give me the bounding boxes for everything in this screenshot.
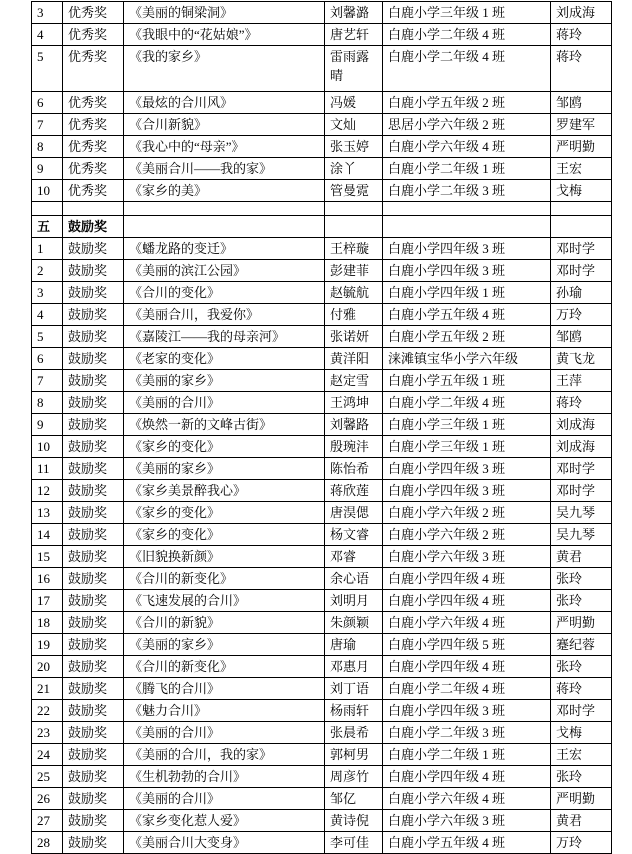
title-cell: 《焕然一新的文峰古街》 [124, 414, 325, 436]
award-cell: 鼓励奖 [63, 392, 124, 414]
rank-cell: 8 [32, 392, 63, 414]
teacher-cell: 吴九琴 [551, 502, 612, 524]
author-cell: 王梓璇 [325, 238, 383, 260]
school-cell: 白鹿小学五年级 4 班 [383, 832, 551, 854]
author-cell: 刘馨潞 [325, 2, 383, 24]
table-row [32, 414, 612, 436]
school-cell: 白鹿小学六年级 3 班 [383, 810, 551, 832]
school-cell: 白鹿小学六年级 4 班 [383, 612, 551, 634]
teacher-cell: 张玲 [551, 590, 612, 612]
school-cell: 白鹿小学二年级 4 班 [383, 46, 551, 92]
award-cell: 鼓励奖 [63, 238, 124, 260]
rank-cell: 10 [32, 180, 63, 202]
title-cell: 《美丽的合川，我的家》 [124, 744, 325, 766]
author-cell: 陈怡希 [325, 458, 383, 480]
school-cell: 白鹿小学二年级 1 班 [383, 158, 551, 180]
award-cell: 鼓励奖 [63, 304, 124, 326]
rank-cell: 五 [32, 216, 63, 238]
award-cell [63, 202, 124, 216]
award-cell: 鼓励奖 [63, 810, 124, 832]
teacher-cell: 罗建军 [551, 114, 612, 136]
spacer-row [32, 202, 612, 216]
teacher-cell: 蒋玲 [551, 678, 612, 700]
title-cell: 《家乡的美》 [124, 180, 325, 202]
title-cell: 《飞速发展的合川》 [124, 590, 325, 612]
award-cell: 鼓励奖 [63, 656, 124, 678]
table-row [32, 612, 612, 634]
table-row [32, 260, 612, 282]
title-cell: 《美丽的合川》 [124, 392, 325, 414]
table-row [32, 458, 612, 480]
title-cell: 《我的家乡》 [124, 46, 325, 92]
school-cell: 白鹿小学二年级 3 班 [383, 180, 551, 202]
teacher-cell: 刘成海 [551, 436, 612, 458]
table-row [32, 158, 612, 180]
school-cell: 白鹿小学四年级 4 班 [383, 590, 551, 612]
school-cell: 白鹿小学六年级 3 班 [383, 546, 551, 568]
table-row [32, 480, 612, 502]
rank-cell: 18 [32, 612, 63, 634]
teacher-cell: 蒋玲 [551, 24, 612, 46]
table-row [32, 590, 612, 612]
table-row [32, 656, 612, 678]
title-cell: 《腾飞的合川》 [124, 678, 325, 700]
school-cell: 白鹿小学六年级 4 班 [383, 136, 551, 158]
award-cell: 鼓励奖 [63, 788, 124, 810]
school-cell: 白鹿小学六年级 4 班 [383, 788, 551, 810]
award-cell: 鼓励奖 [63, 480, 124, 502]
table-row [32, 744, 612, 766]
teacher-cell: 王宏 [551, 158, 612, 180]
table-row [32, 326, 612, 348]
title-cell: 《合川的变化》 [124, 282, 325, 304]
rank-cell: 6 [32, 92, 63, 114]
award-cell: 鼓励奖 [63, 612, 124, 634]
award-cell: 鼓励奖 [63, 744, 124, 766]
award-cell: 鼓励奖 [63, 766, 124, 788]
school-cell: 白鹿小学三年级 1 班 [383, 436, 551, 458]
table-row [32, 502, 612, 524]
author-cell: 唐淏偲 [325, 502, 383, 524]
school-cell: 白鹿小学五年级 1 班 [383, 370, 551, 392]
award-cell: 优秀奖 [63, 92, 124, 114]
table-row [32, 810, 612, 832]
table-row [32, 114, 612, 136]
school-cell: 白鹿小学四年级 1 班 [383, 282, 551, 304]
author-cell: 涂丫 [325, 158, 383, 180]
rank-cell [32, 202, 63, 216]
teacher-cell: 戈梅 [551, 722, 612, 744]
school-cell: 白鹿小学四年级 3 班 [383, 700, 551, 722]
school-cell [383, 216, 551, 238]
table-row [32, 700, 612, 722]
award-cell: 鼓励奖 [63, 436, 124, 458]
title-cell: 《生机勃勃的合川》 [124, 766, 325, 788]
award-cell: 优秀奖 [63, 114, 124, 136]
teacher-cell: 王宏 [551, 744, 612, 766]
author-cell: 殷琬沣 [325, 436, 383, 458]
title-cell: 《美丽的家乡》 [124, 370, 325, 392]
author-cell: 余心语 [325, 568, 383, 590]
title-cell: 《美丽合川——我的家》 [124, 158, 325, 180]
award-cell: 鼓励奖 [63, 722, 124, 744]
award-cell: 鼓励奖 [63, 700, 124, 722]
teacher-cell: 孙瑜 [551, 282, 612, 304]
teacher-cell: 黄君 [551, 810, 612, 832]
title-cell: 《我眼中的“花姑娘”》 [124, 24, 325, 46]
rank-cell: 13 [32, 502, 63, 524]
author-cell: 周彦竹 [325, 766, 383, 788]
school-cell: 白鹿小学二年级 4 班 [383, 392, 551, 414]
school-cell: 白鹿小学三年级 1 班 [383, 414, 551, 436]
table-row [32, 238, 612, 260]
title-cell: 《合川的新貌》 [124, 612, 325, 634]
teacher-cell: 邹鸥 [551, 326, 612, 348]
table-row [32, 678, 612, 700]
rank-cell: 21 [32, 678, 63, 700]
author-cell: 刘丁语 [325, 678, 383, 700]
school-cell: 白鹿小学四年级 5 班 [383, 634, 551, 656]
title-cell: 《蟠龙路的变迁》 [124, 238, 325, 260]
author-cell [325, 202, 383, 216]
author-cell: 赵定雪 [325, 370, 383, 392]
rank-cell: 11 [32, 458, 63, 480]
rank-cell: 16 [32, 568, 63, 590]
rank-cell: 27 [32, 810, 63, 832]
author-cell: 邹亿 [325, 788, 383, 810]
teacher-cell: 严明勤 [551, 136, 612, 158]
teacher-cell: 张玲 [551, 766, 612, 788]
author-cell: 张晨希 [325, 722, 383, 744]
teacher-cell: 邓时学 [551, 260, 612, 282]
author-cell: 刘明月 [325, 590, 383, 612]
author-cell: 彭建菲 [325, 260, 383, 282]
title-cell: 《美丽合川，我爱你》 [124, 304, 325, 326]
award-cell: 优秀奖 [63, 46, 124, 92]
table-row [32, 180, 612, 202]
title-cell: 《魅力合川》 [124, 700, 325, 722]
award-cell: 优秀奖 [63, 136, 124, 158]
rank-cell: 6 [32, 348, 63, 370]
rank-cell: 2 [32, 260, 63, 282]
award-cell: 优秀奖 [63, 158, 124, 180]
author-cell: 黄洋阳 [325, 348, 383, 370]
table-row [32, 2, 612, 24]
teacher-cell: 邓时学 [551, 700, 612, 722]
title-cell: 《美丽的家乡》 [124, 458, 325, 480]
title-cell: 《美丽的铜梁洞》 [124, 2, 325, 24]
school-cell: 白鹿小学四年级 4 班 [383, 766, 551, 788]
teacher-cell: 张玲 [551, 568, 612, 590]
teacher-cell: 蹇纪蓉 [551, 634, 612, 656]
title-cell: 《合川新貌》 [124, 114, 325, 136]
rank-cell: 9 [32, 414, 63, 436]
author-cell: 管曼霓 [325, 180, 383, 202]
table-row [32, 282, 612, 304]
rank-cell: 22 [32, 700, 63, 722]
table-row [32, 46, 612, 92]
school-cell: 白鹿小学二年级 4 班 [383, 678, 551, 700]
teacher-cell: 黄飞龙 [551, 348, 612, 370]
teacher-cell: 蒋玲 [551, 392, 612, 414]
title-cell: 《家乡的变化》 [124, 524, 325, 546]
table-row [32, 392, 612, 414]
award-cell: 鼓励奖 [63, 348, 124, 370]
school-cell: 白鹿小学五年级 2 班 [383, 92, 551, 114]
table-row [32, 766, 612, 788]
awards-table-body [32, 2, 612, 854]
teacher-cell: 蒋玲 [551, 46, 612, 92]
school-cell: 白鹿小学四年级 4 班 [383, 568, 551, 590]
title-cell: 《最炫的合川风》 [124, 92, 325, 114]
teacher-cell: 王萍 [551, 370, 612, 392]
award-cell: 鼓励奖 [63, 832, 124, 854]
rank-cell: 4 [32, 304, 63, 326]
author-cell: 张诺妍 [325, 326, 383, 348]
title-cell: 《美丽合川大变身》 [124, 832, 325, 854]
school-cell: 白鹿小学二年级 1 班 [383, 744, 551, 766]
author-cell: 冯媛 [325, 92, 383, 114]
teacher-cell: 黄君 [551, 546, 612, 568]
award-cell: 鼓励奖 [63, 524, 124, 546]
author-cell: 朱颜颖 [325, 612, 383, 634]
school-cell: 白鹿小学六年级 2 班 [383, 502, 551, 524]
rank-cell: 25 [32, 766, 63, 788]
title-cell: 《美丽的合川》 [124, 722, 325, 744]
rank-cell: 8 [32, 136, 63, 158]
author-cell: 雷雨露晴 [325, 46, 383, 92]
title-cell [124, 202, 325, 216]
rank-cell: 19 [32, 634, 63, 656]
rank-cell: 12 [32, 480, 63, 502]
award-cell: 鼓励奖 [63, 458, 124, 480]
teacher-cell: 吴九琴 [551, 524, 612, 546]
teacher-cell: 戈梅 [551, 180, 612, 202]
table-row [32, 24, 612, 46]
school-cell: 白鹿小学五年级 2 班 [383, 326, 551, 348]
author-cell [325, 216, 383, 238]
teacher-cell: 邹鸥 [551, 92, 612, 114]
school-cell: 白鹿小学四年级 3 班 [383, 480, 551, 502]
title-cell: 《旧貌换新颜》 [124, 546, 325, 568]
author-cell: 王鸿坤 [325, 392, 383, 414]
school-cell: 白鹿小学五年级 4 班 [383, 304, 551, 326]
table-row [32, 634, 612, 656]
teacher-cell: 严明勤 [551, 612, 612, 634]
author-cell: 文灿 [325, 114, 383, 136]
teacher-cell: 刘成海 [551, 414, 612, 436]
rank-cell: 3 [32, 2, 63, 24]
title-cell: 《美丽的家乡》 [124, 634, 325, 656]
table-row [32, 546, 612, 568]
rank-cell: 7 [32, 114, 63, 136]
rank-cell: 26 [32, 788, 63, 810]
title-cell: 《合川的新变化》 [124, 568, 325, 590]
school-cell: 涞滩镇宝华小学六年级 [383, 348, 551, 370]
title-cell [124, 216, 325, 238]
award-cell: 鼓励奖 [63, 590, 124, 612]
rank-cell: 3 [32, 282, 63, 304]
teacher-cell: 邓时学 [551, 238, 612, 260]
rank-cell: 17 [32, 590, 63, 612]
title-cell: 《家乡美景醉我心》 [124, 480, 325, 502]
teacher-cell: 张玲 [551, 656, 612, 678]
table-row [32, 568, 612, 590]
award-cell: 鼓励奖 [63, 414, 124, 436]
rank-cell: 5 [32, 46, 63, 92]
table-row [32, 832, 612, 854]
rank-cell: 23 [32, 722, 63, 744]
author-cell: 唐瑜 [325, 634, 383, 656]
rank-cell: 15 [32, 546, 63, 568]
author-cell: 付雅 [325, 304, 383, 326]
award-cell: 鼓励奖 [63, 634, 124, 656]
table-row [32, 348, 612, 370]
table-row [32, 370, 612, 392]
rank-cell: 5 [32, 326, 63, 348]
school-cell: 白鹿小学四年级 3 班 [383, 238, 551, 260]
award-cell: 优秀奖 [63, 24, 124, 46]
title-cell: 《老家的变化》 [124, 348, 325, 370]
award-cell: 鼓励奖 [63, 326, 124, 348]
author-cell: 杨雨轩 [325, 700, 383, 722]
rank-cell: 4 [32, 24, 63, 46]
title-cell: 《家乡变化惹人爱》 [124, 810, 325, 832]
author-cell: 蒋欣莲 [325, 480, 383, 502]
school-cell: 白鹿小学二年级 4 班 [383, 24, 551, 46]
table-row [32, 722, 612, 744]
award-cell: 鼓励奖 [63, 546, 124, 568]
award-cell: 鼓励奖 [63, 568, 124, 590]
awards-table [31, 1, 612, 854]
award-cell: 鼓励奖 [63, 216, 124, 238]
title-cell: 《嘉陵江——我的母亲河》 [124, 326, 325, 348]
author-cell: 赵毓航 [325, 282, 383, 304]
table-row [32, 436, 612, 458]
title-cell: 《家乡的变化》 [124, 436, 325, 458]
teacher-cell [551, 216, 612, 238]
table-row [32, 136, 612, 158]
author-cell: 邓睿 [325, 546, 383, 568]
school-cell: 白鹿小学四年级 3 班 [383, 458, 551, 480]
rank-cell: 10 [32, 436, 63, 458]
award-cell: 优秀奖 [63, 180, 124, 202]
title-cell: 《合川的新变化》 [124, 656, 325, 678]
author-cell: 郭柯男 [325, 744, 383, 766]
rank-cell: 7 [32, 370, 63, 392]
author-cell: 刘馨路 [325, 414, 383, 436]
author-cell: 杨文睿 [325, 524, 383, 546]
author-cell: 黄诗倪 [325, 810, 383, 832]
title-cell: 《我心中的“母亲”》 [124, 136, 325, 158]
rank-cell: 20 [32, 656, 63, 678]
title-cell: 《家乡的变化》 [124, 502, 325, 524]
rank-cell: 9 [32, 158, 63, 180]
award-cell: 鼓励奖 [63, 502, 124, 524]
author-cell: 唐艺轩 [325, 24, 383, 46]
teacher-cell: 邓时学 [551, 458, 612, 480]
section-header-row [32, 216, 612, 238]
table-row [32, 92, 612, 114]
award-cell: 鼓励奖 [63, 260, 124, 282]
author-cell: 邓惠月 [325, 656, 383, 678]
school-cell: 白鹿小学三年级 1 班 [383, 2, 551, 24]
award-cell: 鼓励奖 [63, 282, 124, 304]
teacher-cell: 严明勤 [551, 788, 612, 810]
school-cell: 思居小学六年级 2 班 [383, 114, 551, 136]
school-cell [383, 202, 551, 216]
table-row [32, 788, 612, 810]
table-row [32, 304, 612, 326]
table-row [32, 524, 612, 546]
award-cell: 鼓励奖 [63, 678, 124, 700]
teacher-cell: 万玲 [551, 832, 612, 854]
award-cell: 优秀奖 [63, 2, 124, 24]
teacher-cell: 刘成海 [551, 2, 612, 24]
award-cell: 鼓励奖 [63, 370, 124, 392]
school-cell: 白鹿小学六年级 2 班 [383, 524, 551, 546]
teacher-cell [551, 202, 612, 216]
teacher-cell: 邓时学 [551, 480, 612, 502]
rank-cell: 14 [32, 524, 63, 546]
author-cell: 李可佳 [325, 832, 383, 854]
rank-cell: 28 [32, 832, 63, 854]
school-cell: 白鹿小学四年级 4 班 [383, 656, 551, 678]
title-cell: 《美丽的合川》 [124, 788, 325, 810]
teacher-cell: 万玲 [551, 304, 612, 326]
author-cell: 张玉婷 [325, 136, 383, 158]
rank-cell: 1 [32, 238, 63, 260]
school-cell: 白鹿小学四年级 3 班 [383, 260, 551, 282]
rank-cell: 24 [32, 744, 63, 766]
school-cell: 白鹿小学二年级 3 班 [383, 722, 551, 744]
title-cell: 《美丽的滨江公园》 [124, 260, 325, 282]
